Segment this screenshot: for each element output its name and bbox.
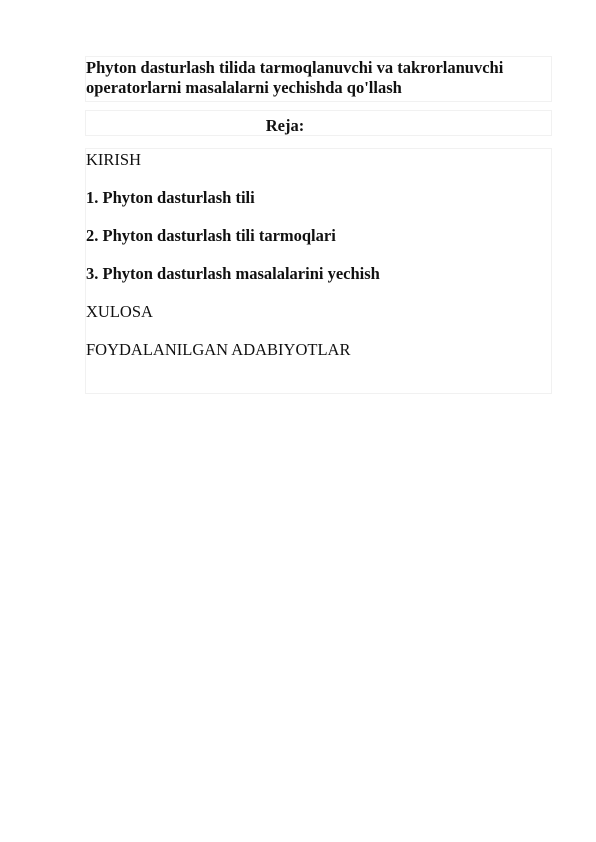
toc-item-adabiyotlar: FOYDALANILGAN ADABIYOTLAR [86,340,351,359]
plan-heading: Reja: [265,116,305,135]
document-title: Phyton dasturlash tilida tarmoqlanuvchi va takrorlanuvchi operatorlarni masalalarni yechishda qo'llash [86,58,504,97]
toc-item-xulosa: XULOSA [86,302,153,321]
table-of-contents [86,150,380,378]
toc-item-kirish: KIRISH [86,150,142,169]
toc-item-1: 1. Phyton dasturlash tili [86,188,255,207]
toc-item-3: 3. Phyton dasturlash masalalarini yechish [86,264,380,283]
toc-item-2: 2. Phyton dasturlash tili tarmoqlari [86,226,336,245]
